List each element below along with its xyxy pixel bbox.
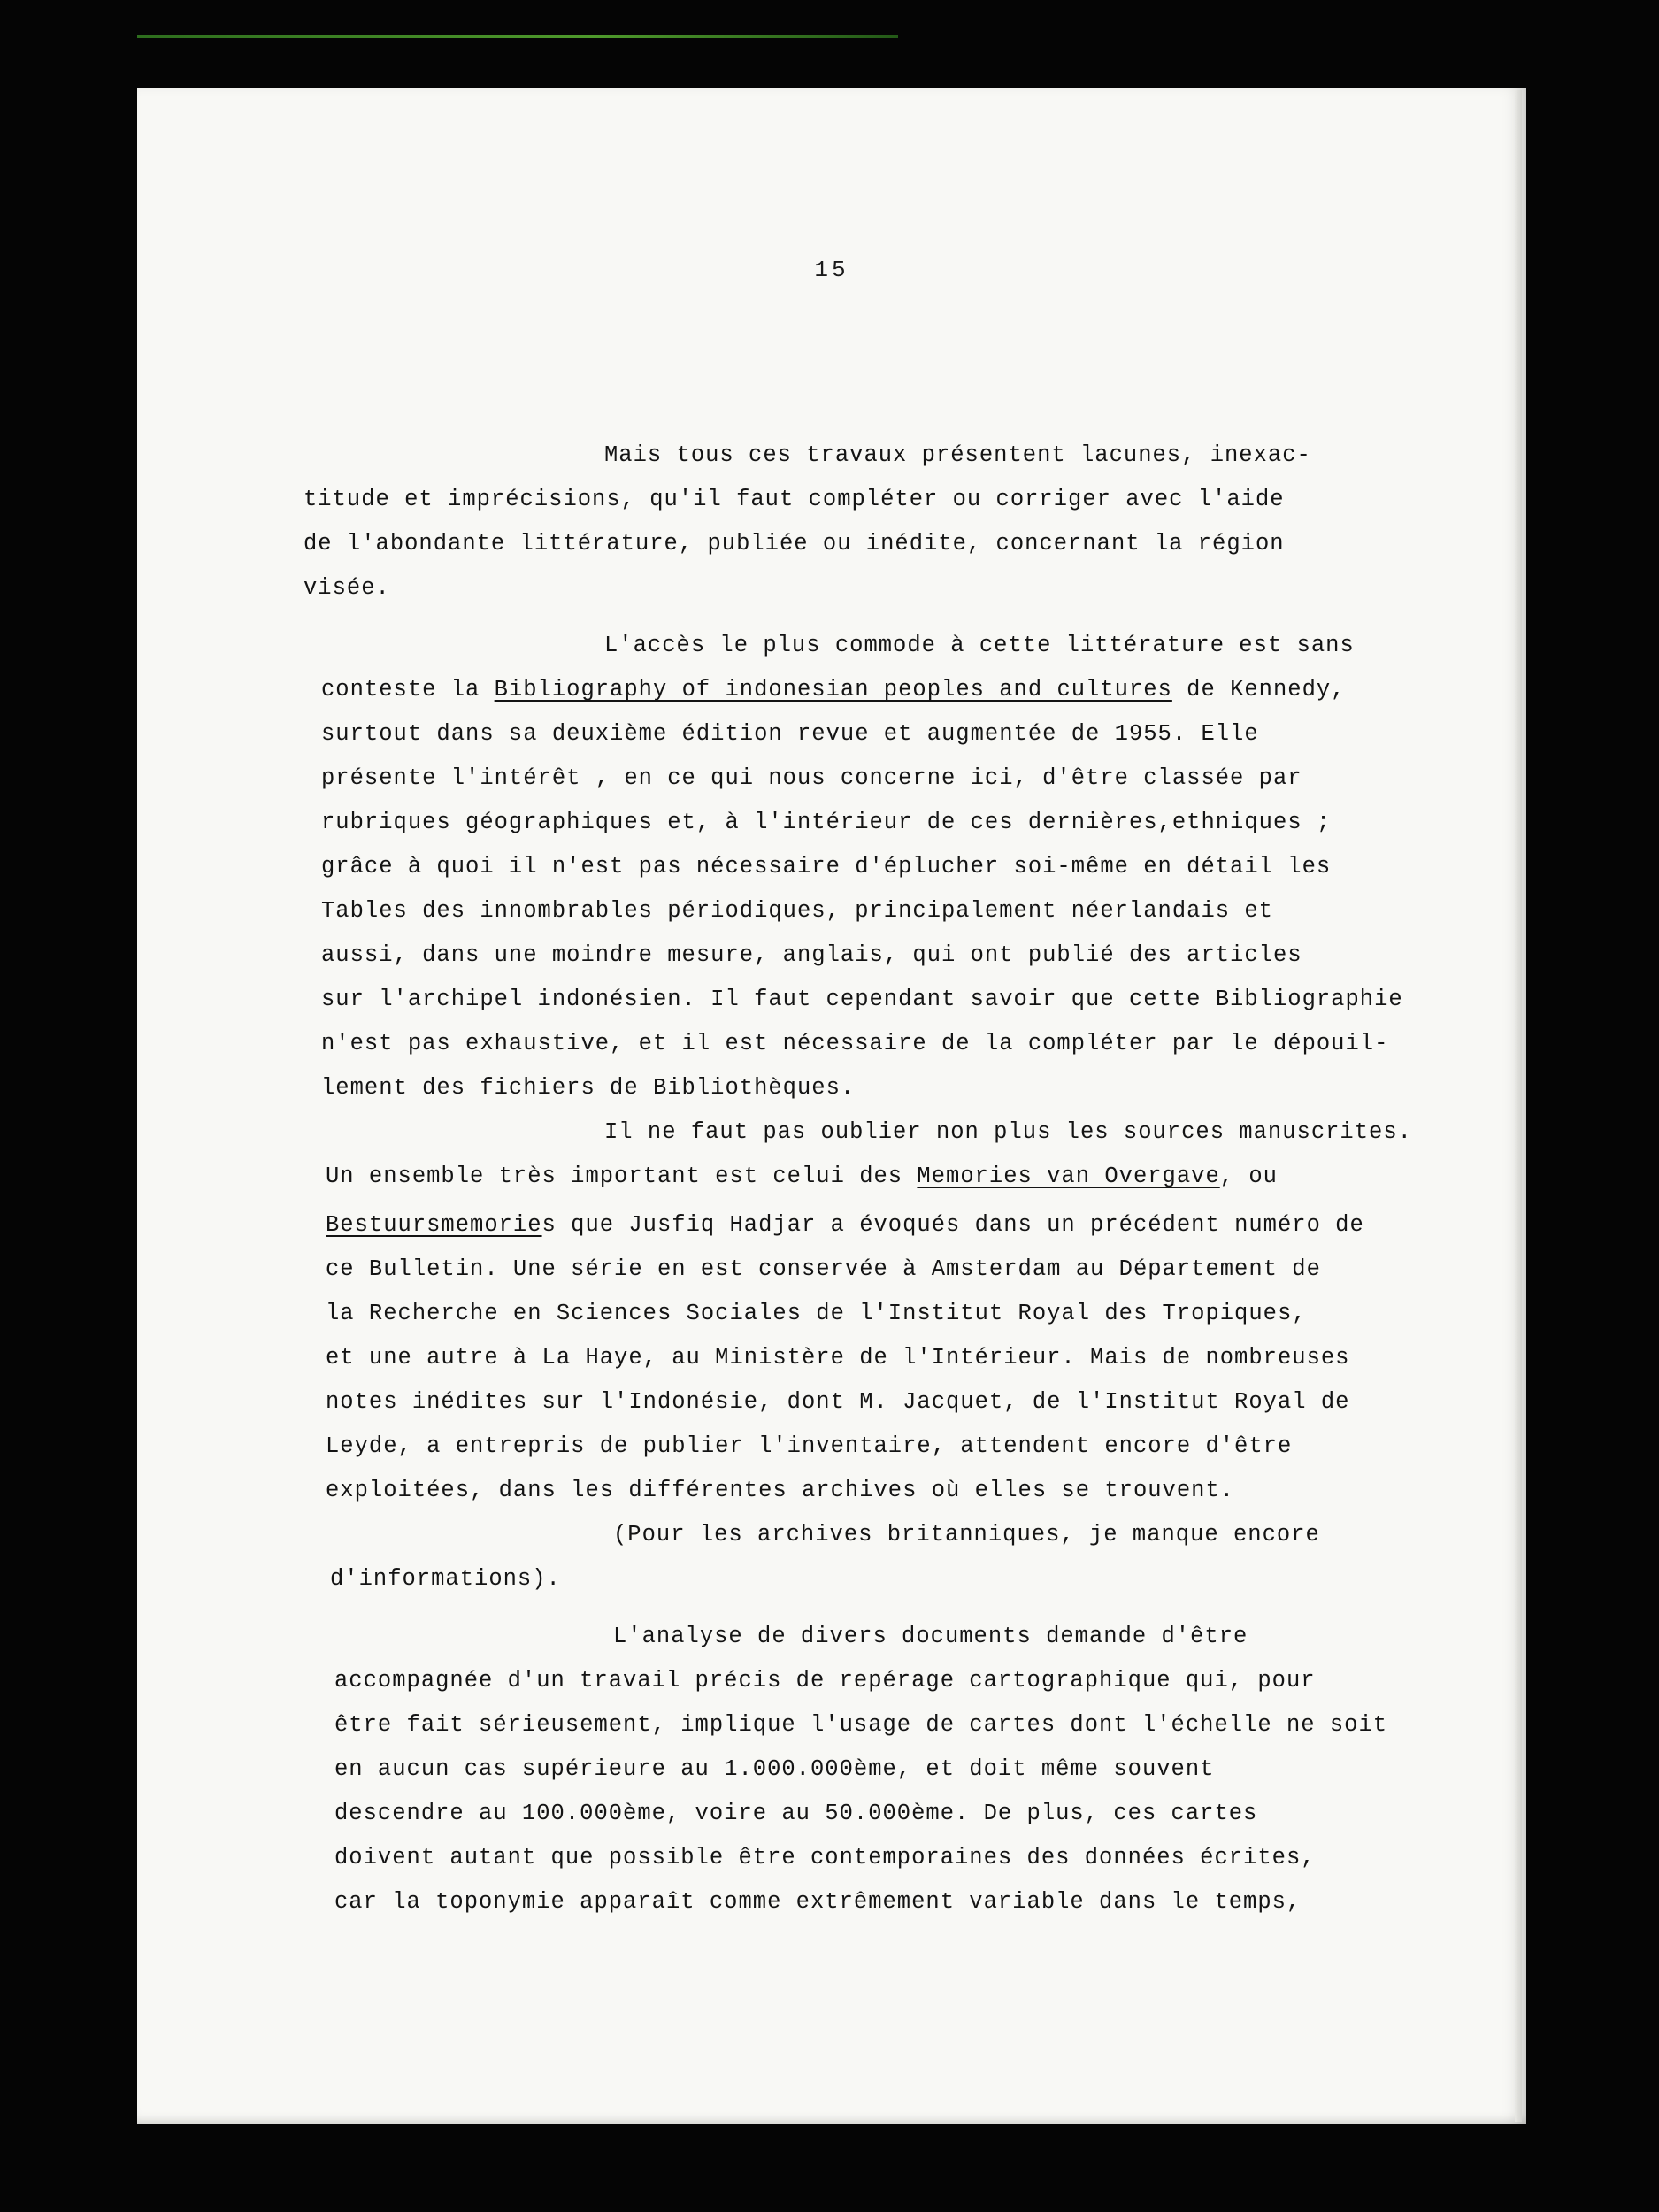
text-span: surtout dans sa deuxième édition revue et augmentée de 1955. Elle [321,721,1259,747]
text-span: sur l'archipel indonésien. Il faut cependant savoir que cette Bibliographie [321,987,1403,1012]
text-span: être fait sérieusement, implique l'usage de cartes dont l'échelle ne soit [334,1712,1388,1738]
text-span: descendre au 100.000ème, voire au 50.000ème. De plus, ces cartes [334,1801,1258,1826]
text-line [326,1478,1234,1504]
text-span: titude et imprécisions, qu'il faut compléter ou corriger avec l'aide [303,487,1285,512]
text-line [604,442,1311,469]
text-span: car la toponymie apparaît comme extrêmement variable dans le temps, [334,1889,1302,1915]
text-line [326,1301,1307,1327]
text-line [613,1624,1248,1650]
text-span: L'analyse de divers documents demande d'être [613,1624,1248,1649]
top-edge-line [137,35,898,38]
text-line [321,721,1259,748]
text-span: Tables des innombrables périodiques, principalement néerlandais et [321,898,1273,924]
text-span: grâce à quoi il n'est pas nécessaire d'éplucher soi-même en détail les [321,854,1332,879]
text-span: (Pour les archives britanniques, je manque encore [613,1522,1320,1548]
text-line [326,1256,1321,1283]
text-span: présente l'intérêt , en ce qui nous concerne ici, d'être classée par [321,765,1302,791]
text-line [321,987,1403,1013]
text-span: , ou [1219,1164,1278,1189]
text-span: visée. [303,575,390,601]
text-span: lement des fichiers de Bibliothèques. [321,1075,856,1101]
text-span: de l'abondante littérature, publiée ou inédite, concernant la région [303,531,1285,557]
text-line [321,898,1273,925]
text-line [321,854,1331,880]
text-line [604,633,1355,659]
text-line [334,1756,1214,1783]
text-span: la Recherche en Sciences Sociales de l'Institut Royal des Tropiques, [326,1301,1307,1326]
text-span: et une autre à La Haye, au Ministère de l'Intérieur. Mais de nombreuses [326,1345,1350,1371]
underlined-title: Bestuursmemorie [326,1212,542,1238]
text-span: aussi, dans une moindre mesure, anglais, qui ont publié des articles [321,942,1302,968]
text-span: n'est pas exhaustive, et il est nécessaire de la compléter par le dépouil- [321,1031,1389,1056]
text-span: Mais tous ces travaux présentent lacunes, inexac- [604,442,1311,468]
text-span: Leyde, a entrepris de publier l'inventaire, attendent encore d'être [326,1433,1293,1459]
text-span: d'informations). [330,1566,561,1592]
text-line [326,1164,1278,1190]
text-line [334,1712,1387,1739]
text-span: en aucun cas supérieure au 1.000.000ème, et doit même souvent [334,1756,1215,1782]
page-number: 15 [814,257,849,283]
text-line [334,1668,1316,1694]
text-line [604,1119,1412,1146]
text-line [334,1845,1316,1871]
text-span: de Kennedy, [1171,677,1346,703]
text-span: exploitées, dans les différentes archives où elles se trouvent. [326,1478,1235,1503]
text-line [321,810,1331,836]
text-span: doivent autant que possible être contemporaines des données écrites, [334,1845,1316,1870]
text-line [303,575,390,602]
text-line [321,765,1302,792]
text-line [326,1345,1349,1371]
text-span: L'accès le plus commode à cette littérature est sans [604,633,1355,658]
page-edge-shadow [1515,90,1522,2122]
text-span: accompagnée d'un travail précis de repérage cartographique qui, pour [334,1668,1316,1694]
text-span: s que Jusfiq Hadjar a évoqués dans un précédent numéro de [541,1212,1364,1238]
text-span: rubriques géographiques et, à l'intérieur de ces dernières,ethniques ; [321,810,1332,835]
text-span: conteste la [321,677,495,703]
text-line [321,942,1302,969]
text-line [330,1566,561,1593]
text-line [321,677,1346,703]
text-line [303,531,1285,557]
underlined-title: Bibliography of indonesian peoples and cultures [494,677,1172,703]
text-line [321,1031,1388,1057]
text-line [326,1433,1292,1460]
text-line [334,1801,1257,1827]
text-span: ce Bulletin. Une série en est conservée à Amsterdam au Département de [326,1256,1321,1282]
text-line [326,1389,1349,1416]
text-line [334,1889,1301,1916]
text-span: Il ne faut pas oublier non plus les sources manuscrites. [604,1119,1412,1145]
underlined-title: Memories van Overgave [917,1164,1220,1189]
text-span: Un ensemble très important est celui des [326,1164,918,1189]
text-span: notes inédites sur l'Indonésie, dont M. Jacquet, de l'Institut Royal de [326,1389,1350,1415]
text-line [321,1075,855,1102]
text-line [613,1522,1320,1548]
text-line [326,1212,1364,1239]
text-line [303,487,1285,513]
